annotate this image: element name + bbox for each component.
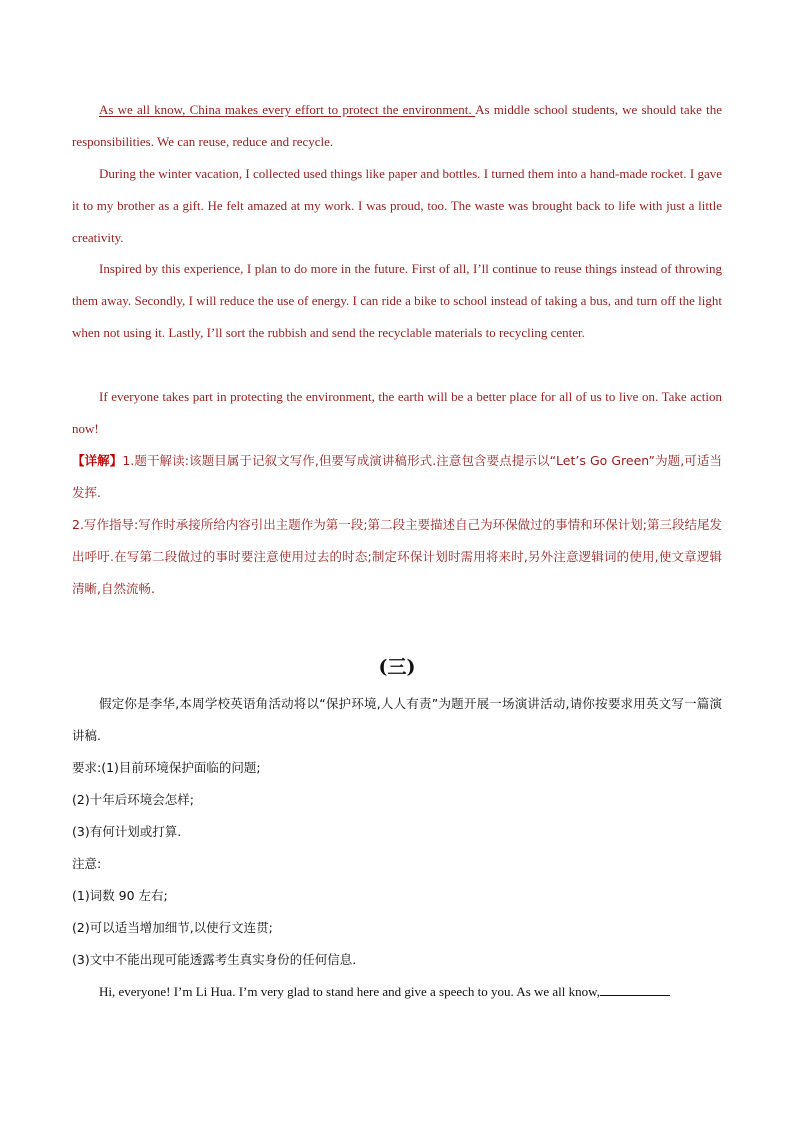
note-3: (3)文中不能出现可能透露考生真实身份的任何信息.	[72, 952, 357, 967]
speech-starter-text: Hi, everyone! I’m Li Hua. I’m very glad to stand here and give a speech to you. As we all know,	[99, 984, 600, 999]
analysis-paragraph-2: 2.写作指导:写作时承接所给内容引出主题作为第一段;第二段主要描述自己为环保做过的事情和环保计划;第三段结尾发出呼吁.在写第二段做过的事时要注意使用过去的时态;制定环保计划时需用将来时,另外注意逻辑词的使用,使文章逻辑清晰,自然流畅.	[72, 517, 722, 596]
essay-paragraph-4: If everyone takes part in protecting the environment, the earth will be a better place for all of us to live on. Take action now!	[72, 389, 722, 436]
essay-paragraph-1	[72, 94, 722, 158]
analysis-text-1: 1.题干解读:该题目属于记叙文写作,但要写成演讲稿形式.注意包含要点提示以“Let’s Go Green”为题,可适当发挥.	[72, 453, 722, 500]
requirement-1: 要求:(1)目前环境保护面临的问题;	[72, 760, 261, 775]
note-1: (1)词数 90 左右;	[72, 888, 168, 903]
requirement-3: (3)有何计划或打算.	[72, 824, 182, 839]
essay-paragraph-1-rest: As middle school students, we should take the responsibilities. We can reuse, reduce and recycle.	[72, 102, 723, 149]
essay-paragraph-3: Inspired by this experience, I plan to do more in the future. First of all, I’ll continue to reuse things instead of throwing them away. Secondly, I will reduce the use of energy. I can ride a bike to school instead of taking a bus, and turn off the light when not using it. Lastly, I’ll sort the rubbish and send the recyclable materials to recycling center.	[72, 261, 722, 340]
note-2: (2)可以适当增加细节,以使行文连贯;	[72, 920, 273, 935]
task-prompt: 假定你是李华,本周学校英语角活动将以“保护环境,人人有责”为题开展一场演讲活动,请你按要求用英文写一篇演讲稿.	[72, 696, 722, 743]
section-heading: (三)	[378, 656, 416, 678]
speech-starter	[72, 976, 722, 1008]
essay-paragraph-2: During the winter vacation, I collected used things like paper and bottles. I turned them into a hand-made rocket. I gave it to my brother as a gift. He felt amazed at my work. I was proud, too. The waste was brought back to life with just a little creativity.	[72, 166, 722, 245]
note-label: 注意:	[72, 856, 102, 871]
answer-blank[interactable]	[600, 983, 670, 996]
essay-opening-sentence: As we all know, China makes every effort to protect the environment.	[99, 102, 476, 117]
analysis-tag: 【详解】	[72, 453, 123, 468]
analysis-paragraph-1	[72, 445, 722, 509]
requirement-2: (2)十年后环境会怎样;	[72, 792, 194, 807]
